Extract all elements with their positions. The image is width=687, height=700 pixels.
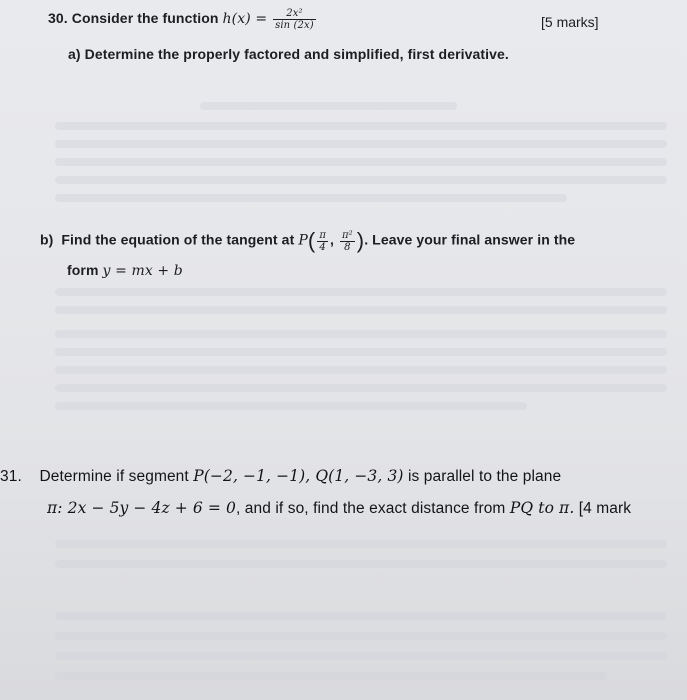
- point-x-denominator: 4: [317, 241, 328, 253]
- q31-text1: Determine if segment: [39, 468, 189, 485]
- q31-pq-to-pi: PQ to π.: [509, 499, 575, 517]
- q31-points: P(−2, −1, −1), Q(1, −3, 3): [193, 467, 404, 485]
- bleed-through-line: [55, 330, 667, 338]
- point-x-numerator: π: [319, 229, 326, 241]
- q30-point-label: P: [298, 232, 308, 249]
- bleed-through-line: [200, 102, 457, 110]
- open-paren: (: [307, 228, 316, 253]
- bleed-through-line: [55, 140, 667, 148]
- q30-part-b-line1: b) Find the equation of the tangent at P( $\frac{\pi}{4}$ , $\frac{\text{π²}}{8}$ ). Leave your final answer in the: [40, 228, 576, 253]
- q30-fraction: [273, 8, 316, 31]
- q30-header: [48, 8, 318, 31]
- q30-part-b-text2: . Leave your final answer in the: [364, 231, 576, 248]
- q31-text2: is parallel to the plane: [407, 468, 562, 485]
- q30-form-math: y = mx + b: [102, 263, 183, 279]
- bleed-through-line: [55, 288, 667, 296]
- q30-prompt: Consider the function: [71, 10, 219, 27]
- q30-fraction-denominator: sin (2x): [275, 20, 314, 31]
- bleed-through-line: [55, 194, 567, 202]
- bleed-through-line: [55, 384, 667, 392]
- bleed-through-line: [55, 158, 667, 166]
- q30-part-b-line2: [67, 262, 183, 279]
- q30-form-prefix: form: [67, 262, 99, 278]
- bleed-through-line: [55, 632, 667, 640]
- q30-number: 30.: [48, 10, 68, 27]
- bleed-through-line: [55, 672, 607, 680]
- q30-function: h(x) =: [222, 11, 268, 28]
- bleed-through-line: [55, 122, 667, 130]
- q30-point-x: [317, 230, 328, 253]
- point-y-denominator: 8: [340, 241, 355, 253]
- bleed-through-line: [55, 366, 667, 374]
- bleed-through-line: [55, 176, 667, 184]
- q31-marks: [4 mark: [578, 500, 632, 517]
- q31-line2: [47, 499, 631, 518]
- bleed-through-line: [55, 402, 527, 410]
- q30-part-a: a) Determine the properly factored and simplified, first derivative.: [68, 46, 509, 62]
- bleed-through-line: [55, 348, 667, 356]
- q31-number: 31.: [0, 468, 22, 485]
- point-y-numerator: π²: [341, 229, 353, 241]
- q30-part-b-label: b): [40, 231, 54, 248]
- bleed-through-line: [55, 652, 667, 660]
- q31-line1: [0, 467, 561, 486]
- q30-fraction-numerator: 2x²: [286, 8, 303, 19]
- bleed-through-line: [55, 540, 667, 548]
- q30-point-y: [340, 230, 355, 253]
- bleed-through-line: [55, 612, 667, 620]
- q31-text3: , and if so, find the exact distance from: [235, 500, 506, 517]
- q31-plane: π: 2x − 5y − 4z + 6 = 0: [47, 499, 236, 517]
- q30-part-b-text: Find the equation of the tangent at: [61, 231, 295, 248]
- bleed-through-line: [55, 560, 667, 568]
- close-paren: ): [356, 228, 365, 253]
- bleed-through-line: [55, 306, 667, 314]
- q30-marks: [5 marks]: [541, 14, 599, 30]
